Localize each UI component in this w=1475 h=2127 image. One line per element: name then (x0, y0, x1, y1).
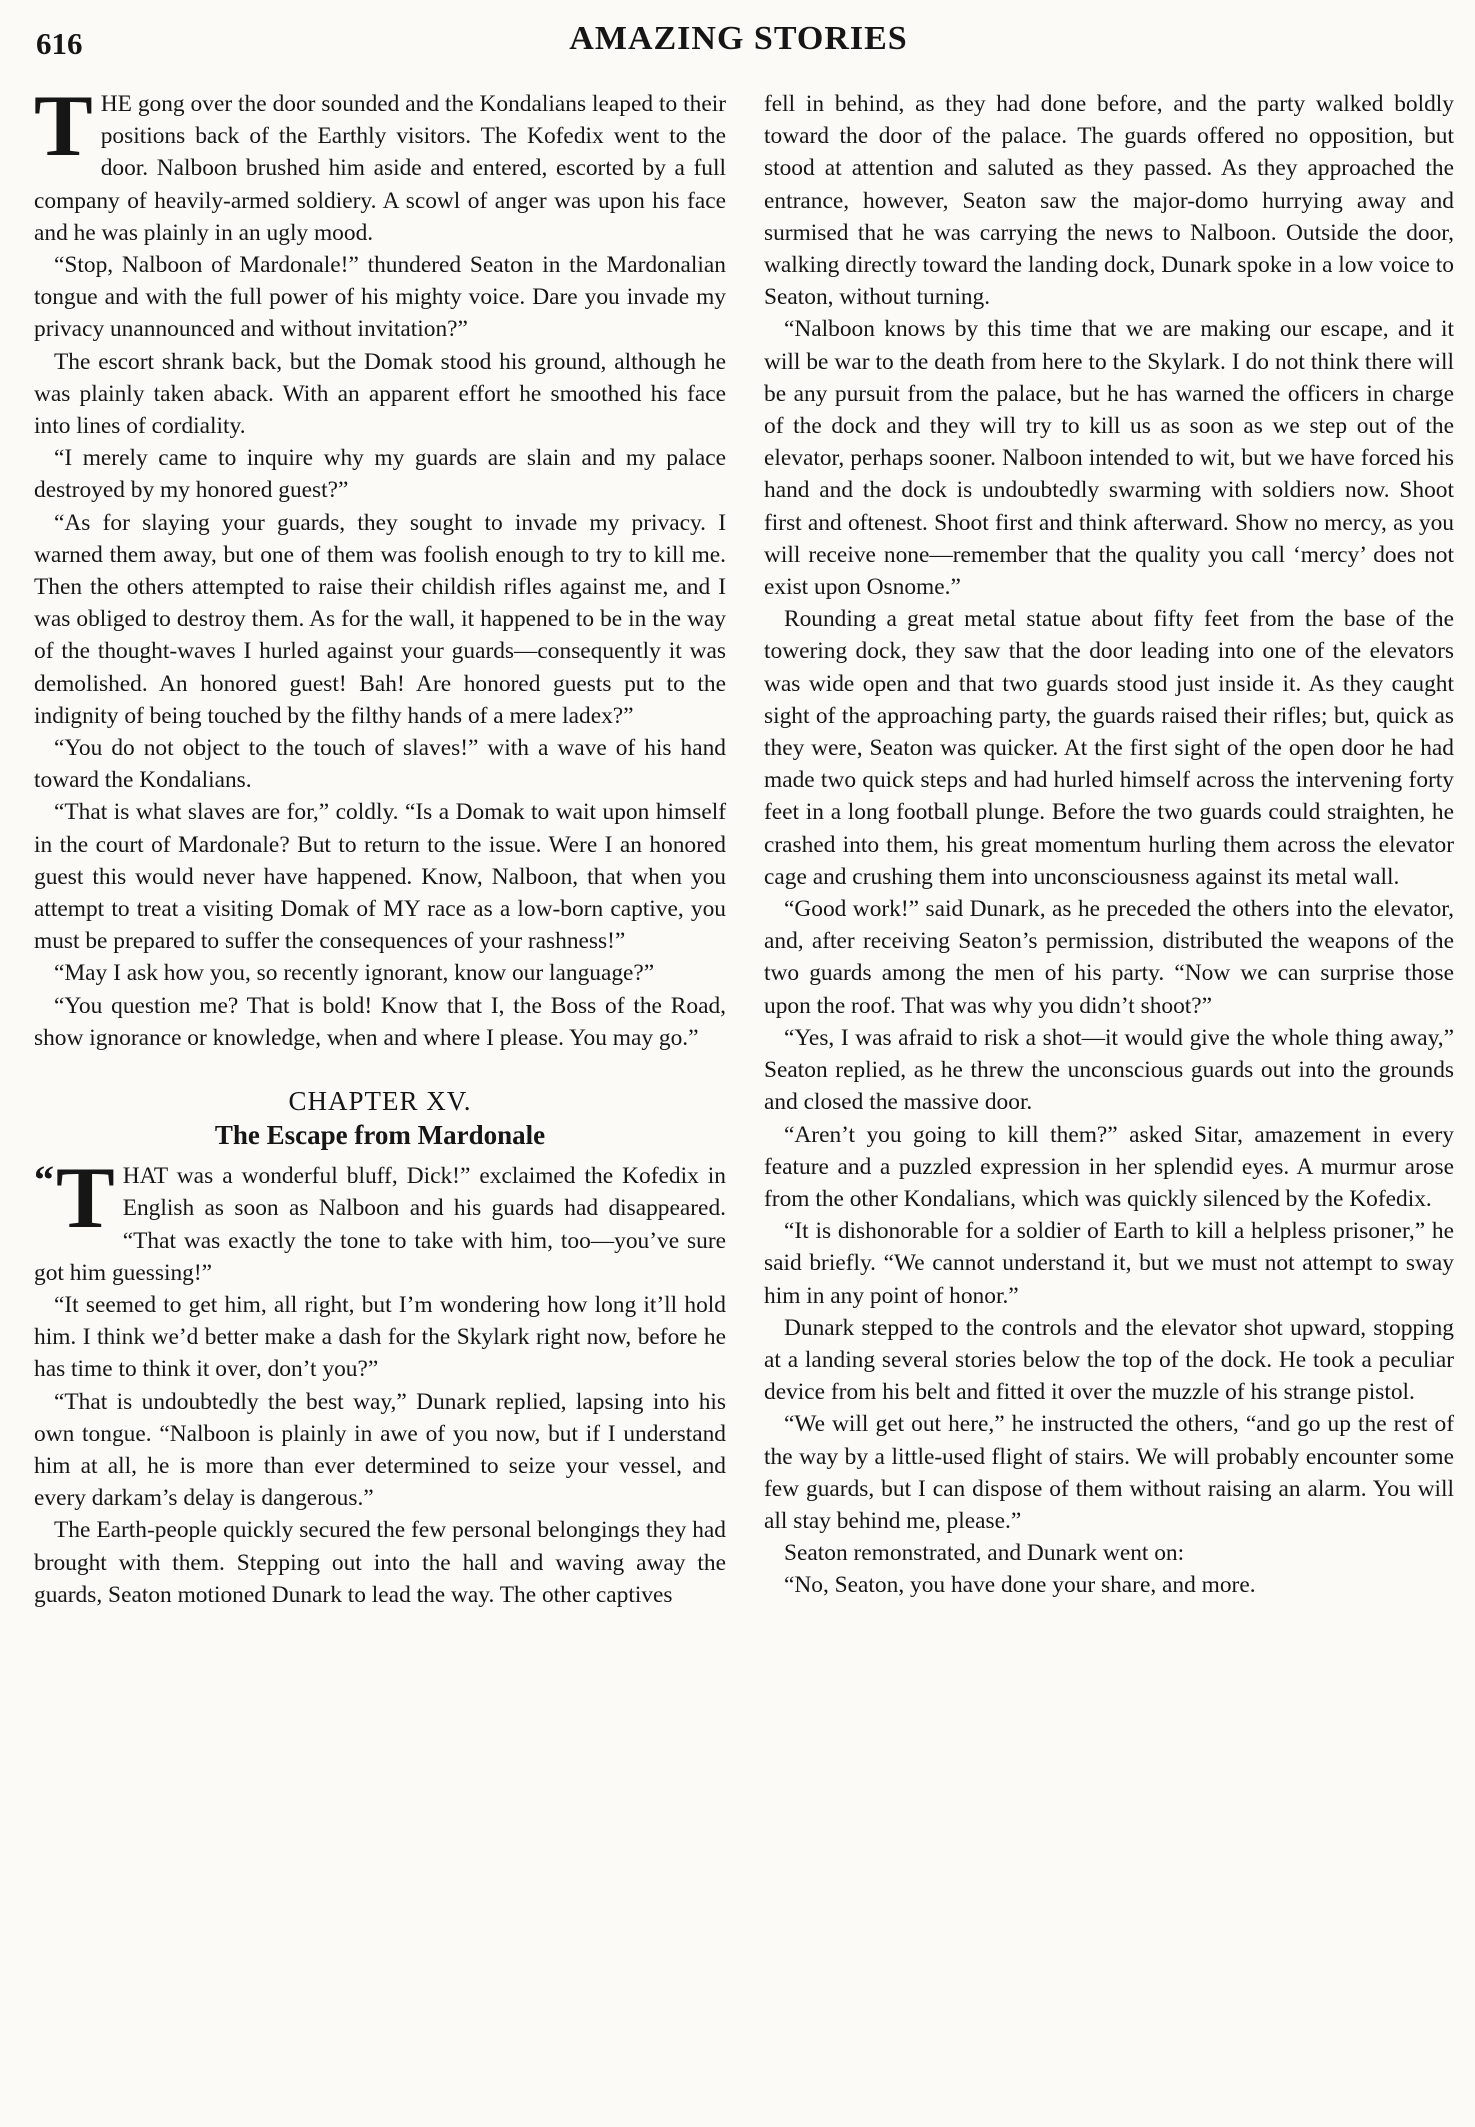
paragraph: Seaton remonstrated, and Dunark went on: (784, 1540, 1185, 1567)
paragraph: “ T HAT was a wonderful bluff, Dick!” exclaimed the Kofedix in English as soon as Nalboon and his guards had disappeared. “That was exactly the tone to take with him, too—you’ve sure got him guessing!” (34, 1150, 726, 1286)
page-number: 616 (36, 26, 83, 61)
paragraph: “Yes, I was afraid to risk a shot—it would give the whole thing away,” Seaton replied, as he threw the unconscious guards out into the grounds and closed the massive door. (764, 1024, 1454, 1116)
right-column (764, 88, 1454, 1602)
drop-cap: T (56, 1150, 115, 1248)
paragraph: THE gong over the door sounded and the Kondalians leaped to their positions back of the Earthly visitors. The Kofedix went to the door. Nalboon brushed him aside and entered, escorted by a full company of heavily-armed soldiery. A scowl of anger was upon his face and he was plainly in an ugly mood. (34, 78, 726, 246)
paragraph: “It seemed to get him, all right, but I’m wondering how long it’ll hold him. I think we’d better make a dash for the Skylark right now, before he has time to think it over, don’t you?” (34, 1291, 726, 1383)
chapter-number: CHAPTER XV. (288, 1086, 472, 1117)
paragraph: “It is dishonorable for a soldier of Earth to kill a helpless prisoner,” he said briefly. “We cannot understand it, but we must not attempt to sway him in any point of honor.” (764, 1218, 1454, 1309)
drop-cap: T (34, 78, 93, 175)
paragraph: “Good work!” said Dunark, as he preceded the others into the elevator, and, after receiving Seaton’s permission, distributed the weapons of the two guards among the men of his party. “Now we can surprise those upon the roof. That was why you didn’t shoot?” (764, 896, 1454, 1019)
paragraph: “No, Seaton, you have done your share, and more. (784, 1572, 1256, 1599)
paragraph: The Earth-people quickly secured the few personal belongings they had brought with them. Stepping out into the hall and waving away the guards, Seaton motioned Dunark to lead the way. The other captives (34, 1517, 726, 1608)
paragraph: Dunark stepped to the controls and the elevator shot upward, stopping at a landing several stories below the top of the dock. He took a peculiar device from his belt and fitted it over the muzzle of his strange pistol. (764, 1314, 1454, 1406)
paragraph: “That is what slaves are for,” coldly. “Is a Domak to wait upon himself in the court of Mardonale? But to return to the issue. Were I an honored guest this would never have happened. Know, Nalboon, that when you attempt to treat a visiting Domak of MY race as a low-born captive, you must be prepared to suffer the consequences of your rashness!” (34, 799, 726, 955)
paragraph: “Nalboon knows by this time that we are making our escape, and it will be war to the death from here to the Skylark. I do not think there will be any pursuit from the palace, but he has warned the officers in charge of the dock and they will try to kill us as soon as we step out of the elevator, perhaps sooner. Nalboon intended to wit, but we have forced his hand and the dock is undoubtedly swarming with soldiers now. Shoot first and oftenest. Shoot first and think afterward. Show no mercy, as you will receive none—remember that the quality you call ‘mercy’ does not exist upon Osnome.” (764, 316, 1454, 601)
paragraph: “You question me? That is bold! Know that I, the Boss of the Road, show ignorance or knowledge, when and where I please. You may go.” (34, 992, 726, 1051)
chapter-heading (34, 1084, 726, 1152)
chapter-title: The Escape from Mardonale (214, 1120, 546, 1151)
paragraph: The escort shrank back, but the Domak stood his ground, although he was plainly taken aback. With an apparent effort he smoothed his face into lines of cordiality. (34, 348, 726, 440)
paragraph: “I merely came to inquire why my guards are slain and my palace destroyed by my honored guest?” (34, 445, 726, 504)
paragraph: fell in behind, as they had done before, and the party walked boldly toward the door of the palace. The guards offered no opposition, but stood at attention and saluted as they passed. As they approached the entrance, however, Seaton saw the major-domo hurrying away and surmised that he was carrying the news to Nalboon. Outside the door, walking directly toward the landing dock, Dunark spoke in a low voice to Seaton, without turning. (764, 91, 1454, 311)
paragraph: “Aren’t you going to kill them?” asked Sitar, amazement in every feature and a puzzled expression in her splendid eyes. A murmur arose from the other Kondalians, which was quickly silenced by the Kofedix. (764, 1121, 1454, 1212)
running-title: AMAZING STORIES (569, 20, 908, 57)
paragraph: “Stop, Nalboon of Mardonale!” thundered Seaton in the Mardonalian tongue and with the full power of his mighty voice. Dare you invade my privacy unannounced and without invitation?” (34, 252, 726, 343)
page-header (36, 14, 1441, 70)
paragraph: “May I ask how you, so recently ignorant, know our language?” (54, 960, 655, 987)
paragraph: “We will get out here,” he instructed the others, “and go up the rest of the way by a little-used flight of stairs. We will probably encounter some few guards, but I can dispose of them without raising an alarm. You will all stay behind me, please.” (764, 1411, 1454, 1534)
paragraph: “That is undoubtedly the best way,” Dunark replied, lapsing into his own tongue. “Nalboon is plainly in awe of you now, but if I understand him at all, he is more than ever determined to seize your vessel, and every darkam’s delay is dangerous.” (34, 1388, 726, 1512)
paragraph: “As for slaying your guards, they sought to invade my privacy. I warned them away, but one of them was foolish enough to try to kill me. Then the others attempted to raise their childish rifles against me, and I was obliged to destroy them. As for the wall, it happened to be in the way of the thought-waves I hurled against your guards—consequently it was demolished. An honored guest! Bah! Are honored guests put to the indignity of being touched by the filthy hands of a mere ladex?” (34, 509, 726, 729)
paragraph: “You do not object to the touch of slaves!” with a wave of his hand toward the Kondalians. (34, 735, 726, 794)
left-column (34, 78, 726, 1611)
drop-quote: “ (34, 1157, 54, 1203)
paragraph: Rounding a great metal statue about fifty feet from the base of the towering dock, they saw that the door leading into one of the elevators was wide open and that two guards stood just inside it. As they caught sight of the approaching party, the guards raised their rifles; but, quick as they were, Seaton was quicker. At the first sight of the open door he had made two quick steps and had hurled himself across the intervening forty feet in a long football plunge. Before the two guards could straighten, he crashed into them, his great momentum hurling them across the elevator cage and crushing them into unconsciousness against its metal wall. (764, 606, 1454, 890)
